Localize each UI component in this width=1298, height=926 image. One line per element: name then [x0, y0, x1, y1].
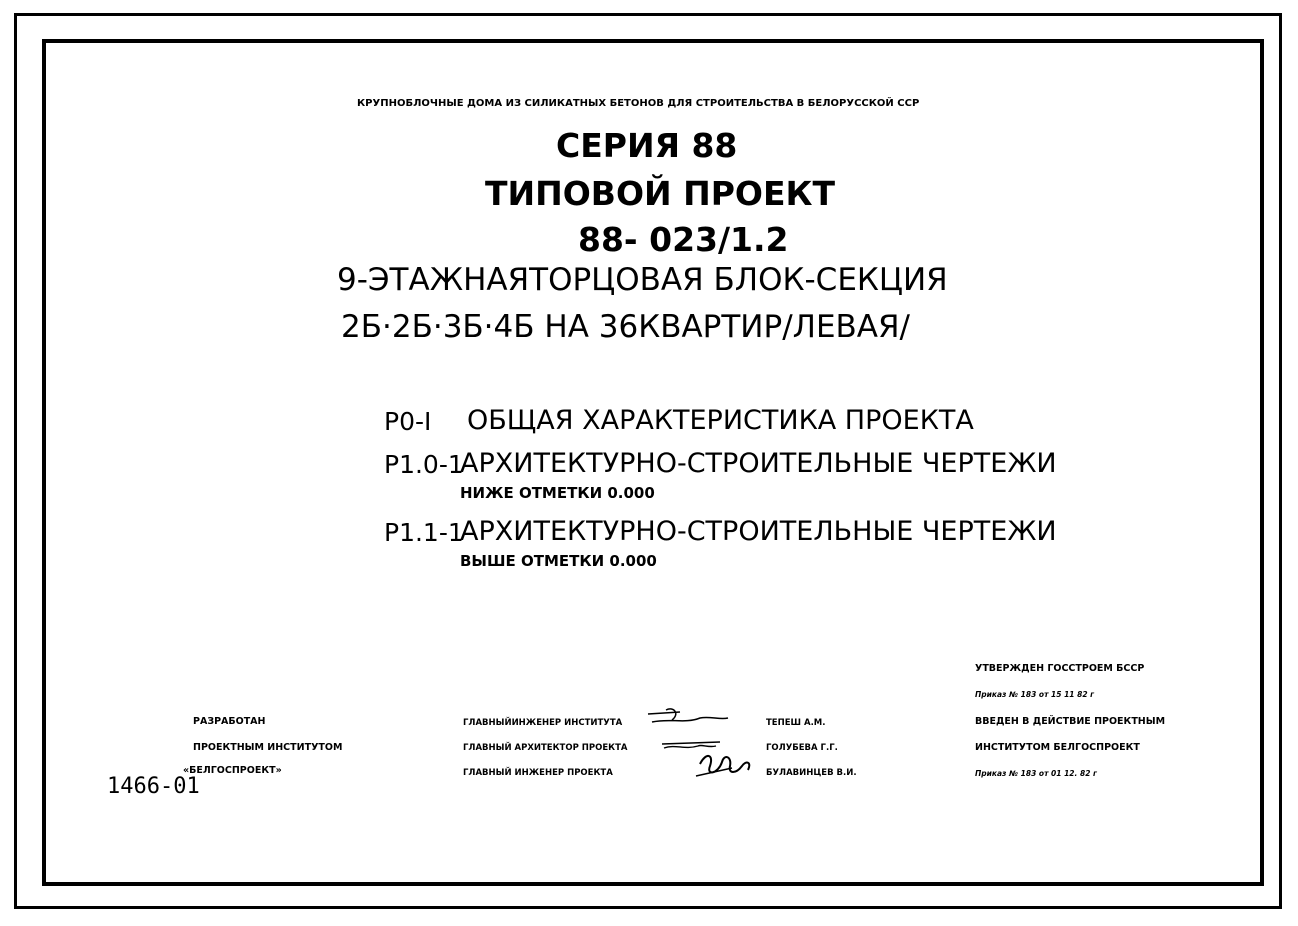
- project-label: ТИПОВОЙ ПРОЕКТ: [485, 174, 835, 213]
- contents-subtitle: НИЖЕ ОТМЕТКИ 0.000: [460, 484, 655, 502]
- signatory-role: ГЛАВНЫЙИНЖЕНЕР ИНСТИТУТА: [463, 718, 623, 728]
- approval-line-5: Приказ № 183 от 01 12. 82 г: [975, 769, 1097, 778]
- contents-title: АРХИТЕКТУРНО-СТРОИТЕЛЬНЫЕ ЧЕРТЕЖИ: [460, 448, 1057, 479]
- description-line-2: 2Б·2Б·3Б·4Б НА 36КВАРТИР/ЛЕВАЯ/: [341, 309, 910, 345]
- project-code: 88- 023/1.2: [578, 220, 789, 259]
- contents-code: Р1.0-1: [384, 450, 464, 479]
- contents-title: АРХИТЕКТУРНО-СТРОИТЕЛЬНЫЕ ЧЕРТЕЖИ: [460, 516, 1057, 547]
- developer-line-3: «БЕЛГОСПРОЕКТ»: [183, 765, 282, 776]
- approval-line-3: ВВЕДЕН В ДЕЙСТВИЕ ПРОЕКТНЫМ: [975, 716, 1166, 727]
- contents-title: ОБЩАЯ ХАРАКТЕРИСТИКА ПРОЕКТА: [467, 405, 974, 436]
- developer-line-2: ПРОЕКТНЫМ ИНСТИТУТОМ: [193, 742, 343, 753]
- signatory-name: БУЛАВИНЦЕВ В.И.: [766, 768, 857, 778]
- description-line-1: 9-ЭТАЖНАЯТОРЦОВАЯ БЛОК-СЕКЦИЯ: [337, 262, 948, 298]
- developer-line-1: РАЗРАБОТАН: [193, 716, 266, 727]
- header-top-line: КРУПНОБЛОЧНЫЕ ДОМА ИЗ СИЛИКАТНЫХ БЕТОНОВ ДЛЯ СТРОИТЕЛЬСТВА В БЕЛОРУССКОЙ ССР: [357, 98, 920, 109]
- signatory-role: ГЛАВНЫЙ ИНЖЕНЕР ПРОЕКТА: [463, 768, 613, 778]
- signatory-role: ГЛАВНЫЙ АРХИТЕКТОР ПРОЕКТА: [463, 743, 628, 753]
- stamp-number: 1466-01: [107, 774, 200, 799]
- approval-line-1: УТВЕРЖДЕН ГОССТРОЕМ БССР: [975, 663, 1145, 674]
- series-title: СЕРИЯ 88: [556, 126, 738, 165]
- contents-subtitle: ВЫШЕ ОТМЕТКИ 0.000: [460, 552, 657, 570]
- signatures-graphic: [640, 704, 760, 784]
- signatory-name: ГОЛУБЕВА Г.Г.: [766, 743, 838, 753]
- contents-code: Р1.1-1: [384, 518, 464, 547]
- signatory-name: ТЕПЕШ А.М.: [766, 718, 826, 728]
- contents-code: Р0-I: [384, 407, 432, 436]
- approval-line-4: ИНСТИТУТОМ БЕЛГОСПРОЕКТ: [975, 742, 1140, 753]
- approval-line-2: Приказ № 183 от 15 11 82 г: [975, 690, 1095, 699]
